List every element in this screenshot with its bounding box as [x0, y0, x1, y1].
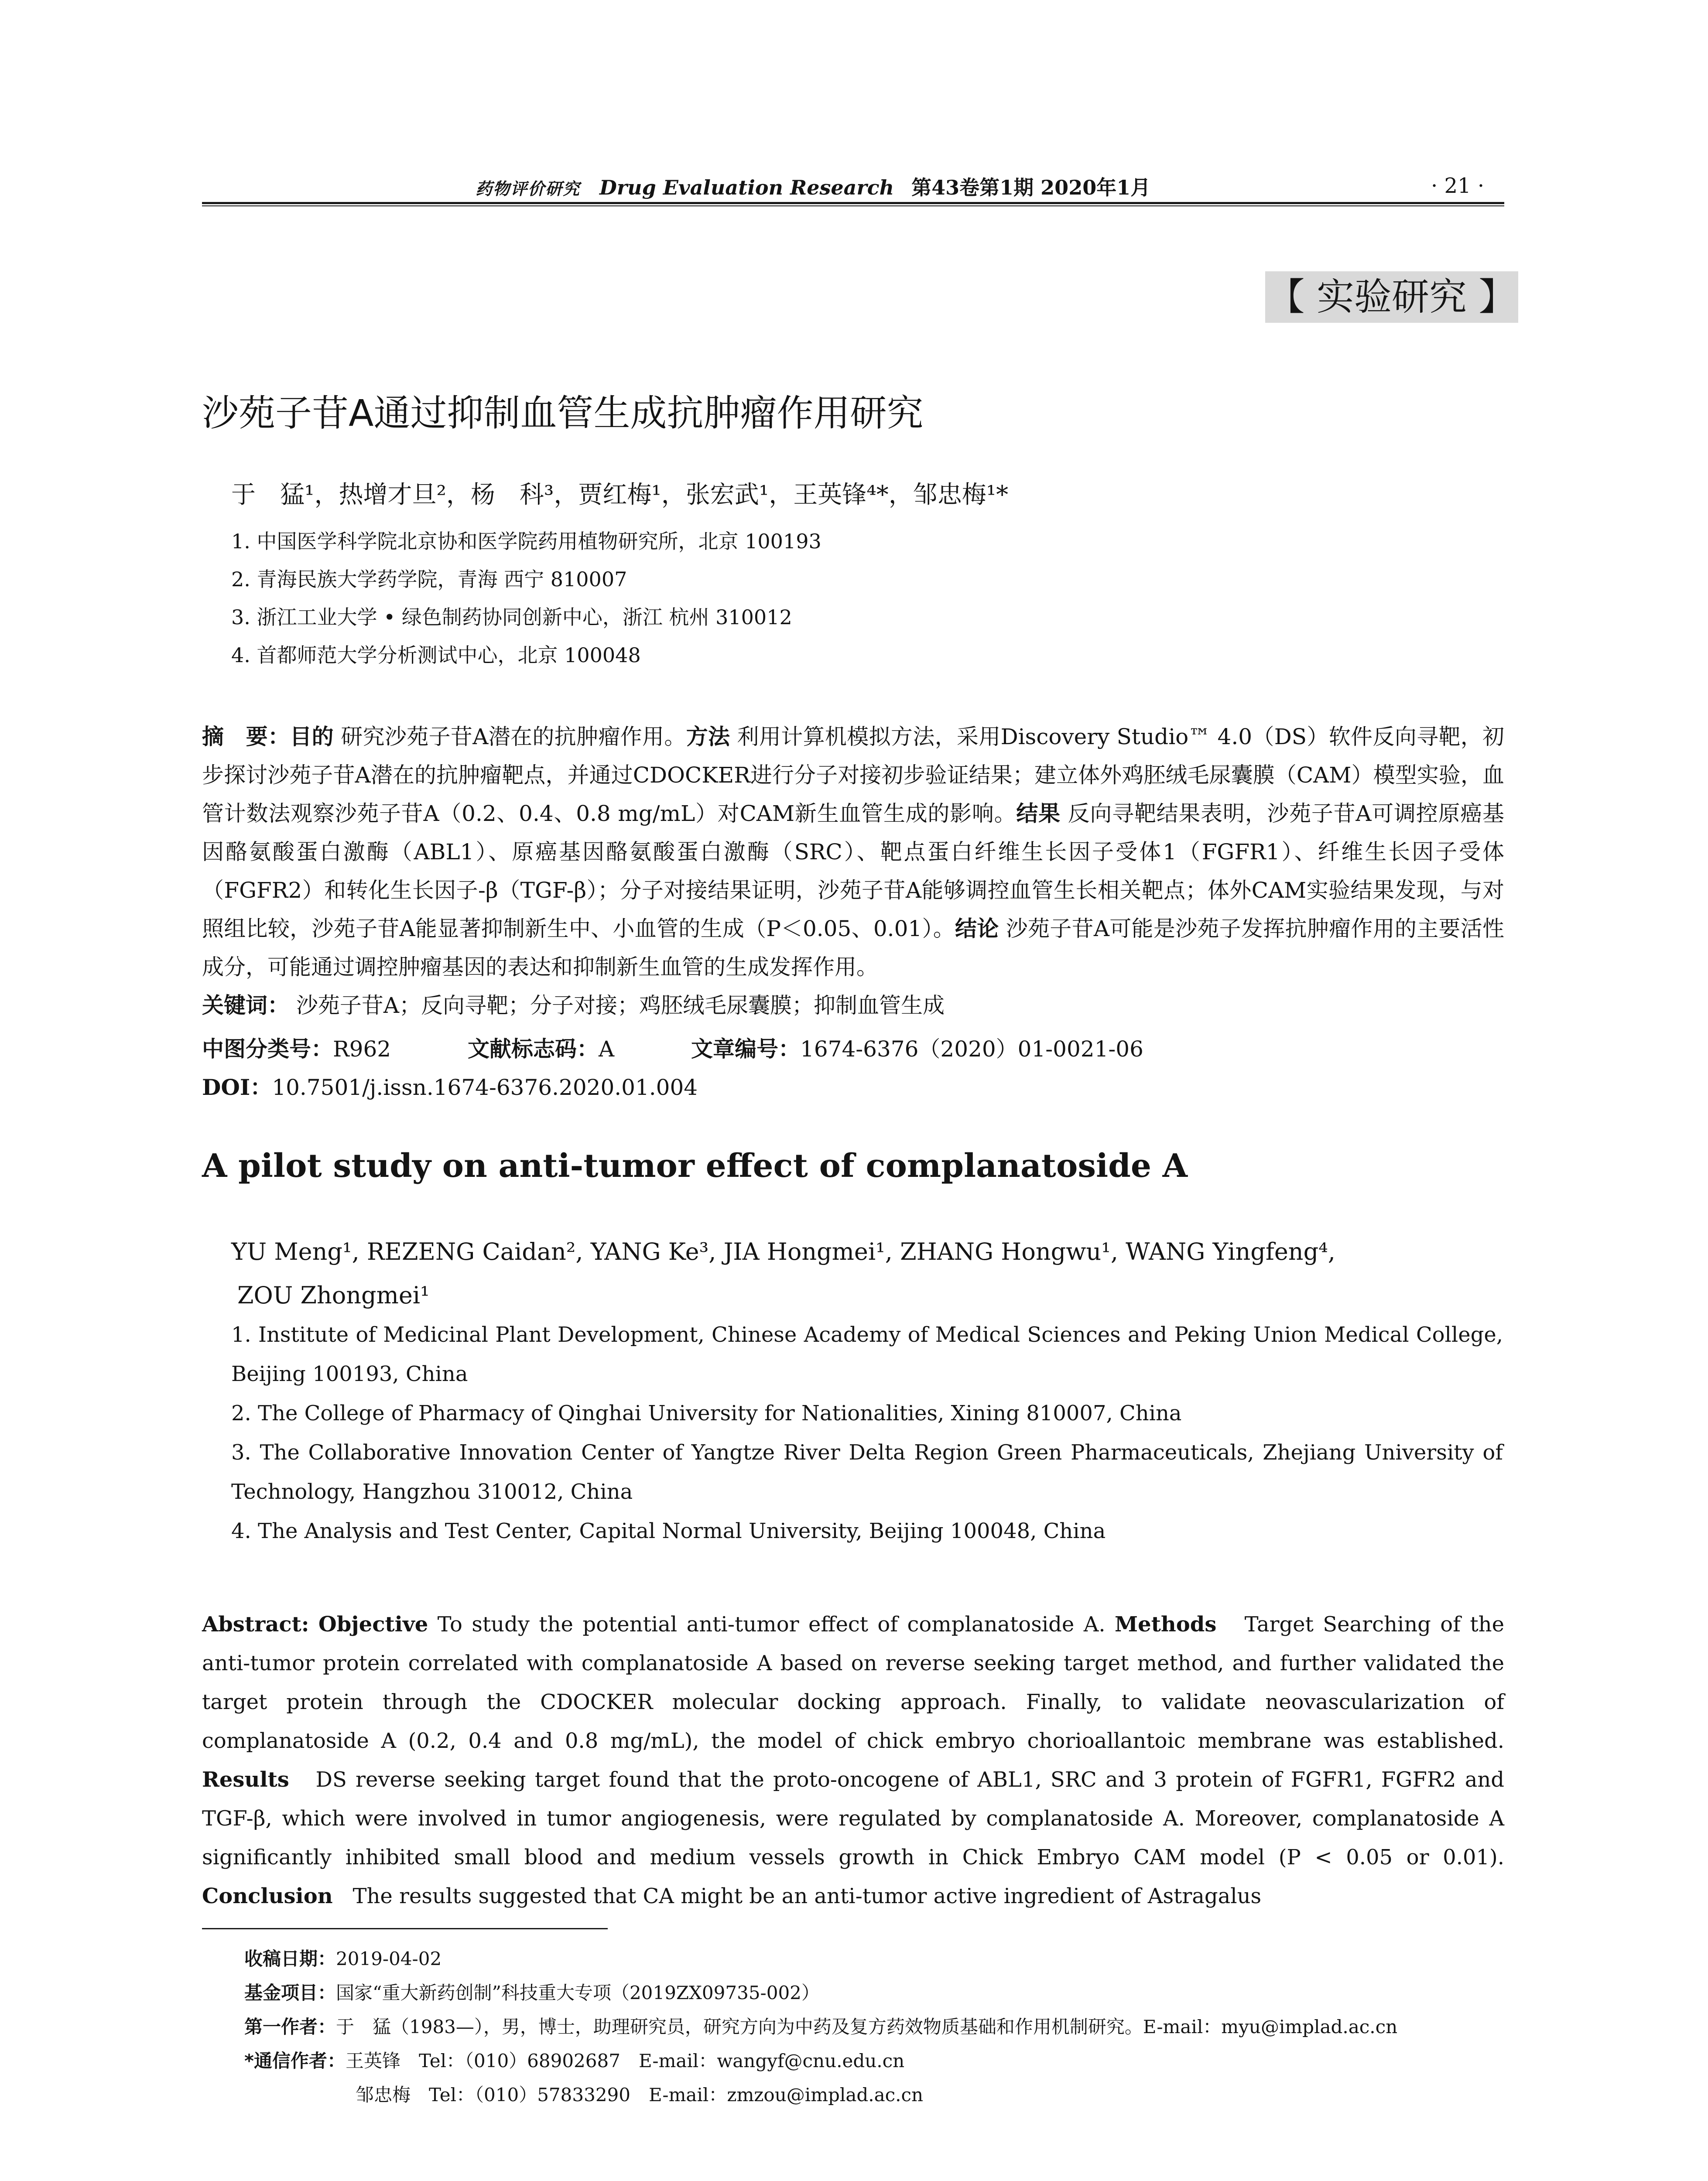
footnote-fund: [244, 1979, 820, 2005]
section-tag: 【 实验研究 】: [1265, 271, 1518, 323]
paper-title-en: A pilot study on anti-tumor effect of complanatoside A: [202, 1147, 1188, 1185]
methods-en: Target Searching of the anti-tumor protein correlated with complanatoside A based on reverse seeking target method, and further validated the target protein through the CDOCKER molecular docking approach. Finally, to validate neovascularization of complanatoside A (0.2, 0.4 and 0.8 mg/mL), the model of chick embryo chorioallantoic membrane was established.: [202, 1612, 1504, 1753]
abstract-en-label: Abstract:: [202, 1612, 309, 1637]
results-label-cn: 结果: [1016, 801, 1061, 826]
paper-title-cn: 沙苑子苷A通过抑制血管生成抗肿瘤作用研究: [202, 392, 924, 434]
conclusion-en: The results suggested that CA might be an anti-tumor active ingredient of Astragalus: [353, 1884, 1262, 1908]
authors-en-line-2: ZOU Zhongmei¹: [237, 1282, 430, 1309]
journal-logo-text: 药物评价研究: [476, 179, 581, 198]
classification-line: [202, 1032, 1143, 1063]
methods-cn: 利用计算机模拟方法，采用Discovery Studio™ 4.0（DS）软件反向寻靶，初步探讨沙苑子苷A潜在的抗肿瘤靶点，并通过CDOCKER进行分子对接初步验证结果；建立体外鸡胚绒毛尿囊膜（CAM）模型实验，血管计数法观察沙苑子苷A（0.2、0.4、0.8 mg/mL）对CAM新生血管生成的影响。: [202, 724, 1505, 826]
authors-en-line-1: YU Meng¹, REZENG Caidan², YANG Ke³, JIA Hongmei¹, ZHANG Hongwu¹, WANG Yingfeng⁴,: [231, 1238, 1335, 1265]
fund-label: 基金项目：: [244, 1982, 336, 2003]
article-no-label: 文章编号：: [691, 1036, 801, 1062]
journal-header: [476, 172, 1150, 201]
affiliation-en-2: 2. The College of Pharmacy of Qinghai University for Nationalities, Xining 810007, China: [231, 1401, 1182, 1426]
conclusion-label-en: Conclusion: [202, 1884, 333, 1908]
affiliation-en-4: 4. The Analysis and Test Center, Capital Normal University, Beijing 100048, China: [231, 1519, 1106, 1543]
received-date: 2019-04-02: [336, 1948, 442, 1969]
affiliation-cn-1: 1. 中国医学科学院北京协和医学院药用植物研究所，北京 100193: [231, 530, 821, 553]
results-en: DS reverse seeking target found that the proto-oncogene of ABL1, SRC and 3 protein of FGFR1, FGFR2 and TGF-β, which were involved in tumor angiogenesis, were regulated by complanatoside A. Moreover, complanatoside A significantly inhibited small blood and medium vessels growth in Chick Embryo CAM model (P < 0.05 or 0.01).: [202, 1767, 1504, 1870]
affiliation-cn-4: 4. 首都师范大学分析测试中心，北京 100048: [231, 643, 641, 667]
abstract-en: [202, 1605, 1504, 1916]
footnote-received: [244, 1945, 442, 1971]
objective-label-cn: 目的: [290, 724, 334, 749]
clc-value: R962: [333, 1036, 391, 1062]
authors-cn: 于 猛¹，热增才旦²，杨 科³，贾红梅¹，张宏武¹，王英锋⁴*，邹忠梅¹*: [231, 481, 1009, 509]
fund-text: 国家“重大新药创制”科技重大专项（2019ZX09735-002）: [336, 1982, 820, 2003]
footnote-rule: [202, 1928, 608, 1929]
corresponding-1: 王英锋 Tel：（010）68902687 E-mail：wangyf@cnu.edu.cn: [345, 2050, 905, 2072]
corresponding-2: 邹忠梅 Tel：（010）57833290 E-mail：zmzou@implad.ac.cn: [356, 2084, 924, 2106]
journal-name-en: Drug Evaluation Research: [599, 176, 894, 199]
objective-en: To study the potential anti-tumor effect of complanatoside A.: [437, 1612, 1106, 1637]
doi-line: [202, 1070, 698, 1101]
keywords-label: 关键词：: [202, 993, 289, 1018]
results-label-en: Results: [202, 1767, 289, 1792]
affiliation-cn-3: 3. 浙江工业大学 • 绿色制药协同创新中心，浙江 杭州 310012: [231, 605, 792, 629]
keywords-text: 沙苑子苷A；反向寻靶；分子对接；鸡胚绒毛尿囊膜；抑制血管生成: [296, 993, 945, 1018]
doc-code-label: 文献标志码：: [468, 1036, 599, 1062]
results-cn: 反向寻靶结果表明，沙苑子苷A可调控原癌基因酪氨酸蛋白激酶（ABL1）、原癌基因酪氨酸蛋白激酶（SRC）、靶点蛋白纤维生长因子受体1（FGFR1）、纤维生长因子受体（FGFR2）和转化生长因子-β（TGF-β）；分子对接结果证明，沙苑子苷A能够调控血管生长相关靶点；体外CAM实验结果发现，与对照组比较，沙苑子苷A能显著抑制新生中、小血管的生成（P＜0.05、0.01）。: [202, 801, 1505, 941]
objective-cn: 研究沙苑子苷A潜在的抗肿瘤作用。: [341, 724, 686, 749]
doi-value: 10.7501/j.issn.1674-6376.2020.01.004: [272, 1075, 698, 1100]
affiliation-cn-2: 2. 青海民族大学药学院，青海 西宁 810007: [231, 567, 627, 591]
header-rule-thin: [202, 205, 1504, 206]
received-label: 收稿日期：: [244, 1948, 336, 1969]
first-author-label: 第一作者：: [244, 2016, 336, 2037]
footnote-first-author: [244, 2013, 1397, 2039]
header-rule: [202, 202, 1504, 204]
authors-en: [231, 1230, 1496, 1317]
doi-label: DOI：: [202, 1074, 272, 1100]
conclusion-label-cn: 结论: [955, 916, 999, 941]
footnote-corresponding: [244, 2047, 904, 2073]
conclusion-cn: 沙苑子苷A可能是沙苑子发挥抗肿瘤作用的主要活性成分，可能通过调控肿瘤基因的表达和抑制新生血管的生成发挥作用。: [202, 916, 1504, 980]
article-no-value: 1674-6376（2020）01-0021-06: [800, 1036, 1143, 1062]
objective-label-en: Objective: [318, 1612, 428, 1637]
doc-code-value: A: [599, 1036, 615, 1062]
affiliation-en-3: 3. The Collaborative Innovation Center of Yangtze River Delta Region Green Pharmaceuticals, Zhejiang University of Technology, Hangzhou 310012, China: [231, 1440, 1503, 1504]
page-number: · 21 ·: [1431, 174, 1485, 198]
methods-label-cn: 方法: [686, 724, 730, 749]
abstract-cn-label: 摘 要：: [202, 724, 290, 749]
journal-issue: 第43卷第1期 2020年1月: [911, 176, 1151, 199]
abstract-cn: [202, 718, 1504, 1025]
clc-label: 中图分类号：: [202, 1036, 333, 1062]
methods-label-en: Methods: [1115, 1612, 1217, 1637]
first-author-text: 于 猛（1983—），男，博士，助理研究员，研究方向为中药及复方药效物质基础和作用机制研究。E-mail：myu@implad.ac.cn: [336, 2016, 1398, 2037]
affiliation-en-1: 1. Institute of Medicinal Plant Development, Chinese Academy of Medical Sciences and Peking Union Medical College, Beijing 100193, China: [231, 1323, 1503, 1386]
corresponding-label: *通信作者：: [244, 2050, 346, 2072]
